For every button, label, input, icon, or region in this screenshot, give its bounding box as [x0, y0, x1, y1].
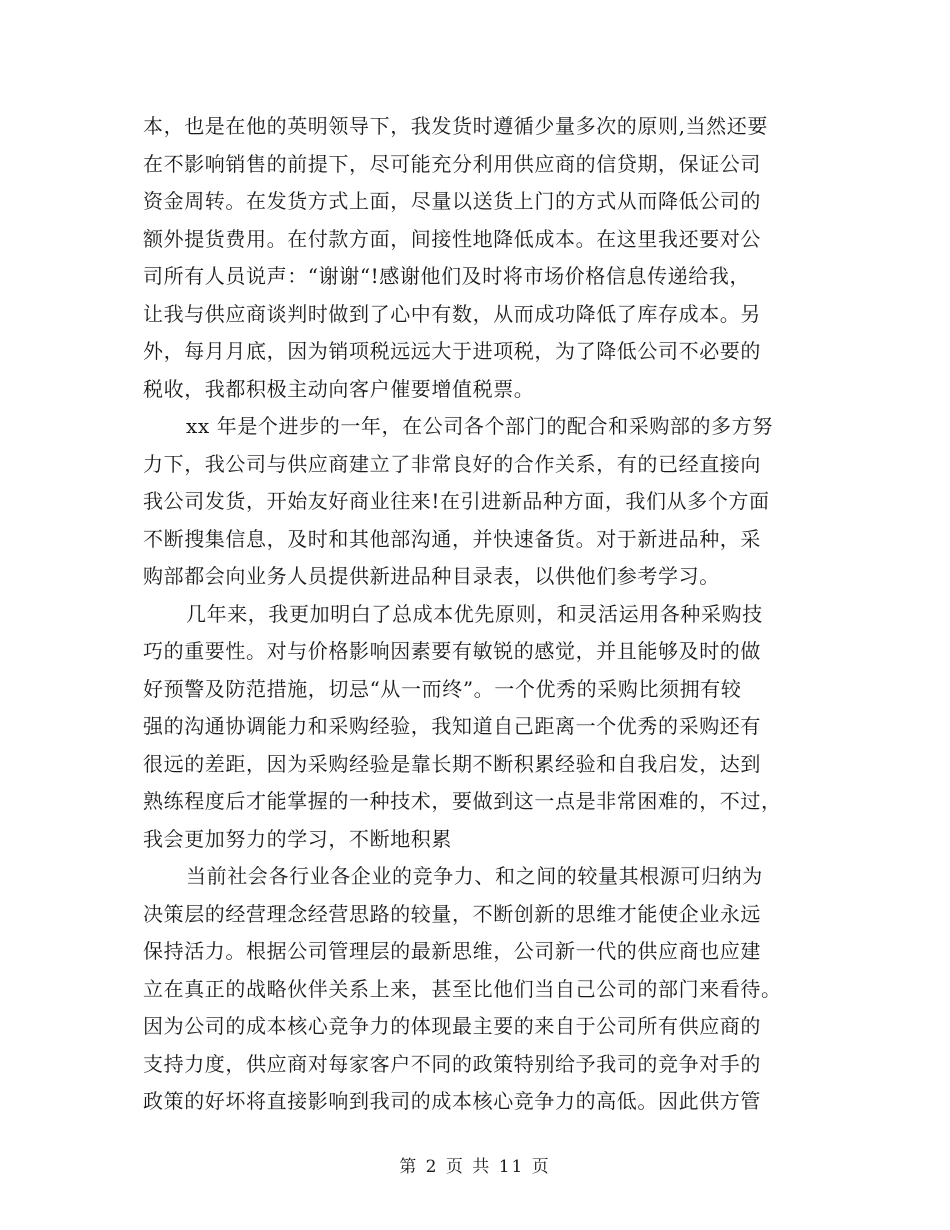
text-line: 很远的差距，因为采购经验是靠长期不断积累经验和自我启发，达到: [143, 751, 761, 776]
text-line: 力下，我公司与供应商建立了非常良好的合作关系，有的已经直接向: [143, 451, 761, 476]
text-line: 熟练程度后才能掌握的一种技术，要做到这一点是非常困难的，不过，: [143, 789, 782, 813]
text-line: 几年来，我更加明白了总成本优先原则，和灵活运用各种采购技: [186, 601, 763, 626]
text-line: 立在真正的战略伙伴关系上来，甚至比他们当自己公司的部门来看待。: [143, 976, 782, 1001]
text-line: 强的沟通协调能力和采购经验，我知道自己距离一个优秀的采购还有: [143, 714, 761, 738]
text-line: 资金周转。在发货方式上面，尽量以送货上门的方式从而降低公司的: [143, 189, 761, 213]
text-line: 保持活力。根据公司管理层的最新思维，公司新一代的供应商也应建: [143, 939, 761, 963]
text-line: 支持力度，供应商对每家客户不同的政策特别给予我司的竞争对手的: [143, 1051, 761, 1076]
text-line: 不断搜集信息，及时和其他部沟通，并快速备货。对于新进品种，采: [143, 526, 761, 551]
text-line: xx 年是个进步的一年，在公司各个部门的配合和采购部的多方努: [186, 414, 773, 438]
text-line: 政策的好坏将直接影响到我司的成本核心竞争力的高低。因此供方管: [143, 1089, 761, 1113]
text-line: 巧的重要性。对与价格影响因素要有敏锐的感觉，并且能够及时的做: [143, 639, 761, 663]
text-line: 额外提货费用。在付款方面，间接性地降低成本。在这里我还要对公: [143, 226, 761, 251]
text-line: 外，每月月底，因为销项税远远大于进项税，为了降低公司不必要的: [143, 339, 761, 363]
text-line: 税收，我都积极主动向客户催要增值税票。: [143, 376, 535, 401]
text-line: 在不影响销售的前提下，尽可能充分利用供应商的信贷期，保证公司: [143, 151, 761, 176]
text-line: 好预警及防范措施，切忌“从一而终”。一个优秀的采购比须拥有较: [143, 676, 742, 701]
text-line: 本，也是在他的英明领导下，我发货时遵循少量多次的原则,当然还要: [143, 114, 768, 138]
text-line: 司所有人员说声：“谢谢“!感谢他们及时将市场价格信息传递给我，: [143, 264, 751, 288]
text-line: 因为公司的成本核心竞争力的体现最主要的来自于公司所有供应商的: [143, 1014, 761, 1038]
page-footer: 第 2 页 共 11 页: [399, 1157, 551, 1177]
text-line: 让我与供应商谈判时做到了心中有数，从而成功降低了库存成本。另: [143, 301, 761, 326]
text-line: 当前社会各行业各企业的竞争力、和之间的较量其根源可归纳为: [186, 864, 763, 888]
text-line: 购部都会向业务人员提供新进品种目录表，以供他们参考学习。: [143, 564, 720, 588]
body-text: [143, 108, 803, 1121]
text-line: 决策层的经营理念经营思路的较量，不断创新的思维才能使企业永远: [143, 901, 761, 926]
text-line: 我会更加努力的学习，不断地积累: [143, 826, 452, 851]
text-line: 我公司发货，开始友好商业往来!在引进新品种方面，我们从多个方面: [143, 489, 770, 513]
